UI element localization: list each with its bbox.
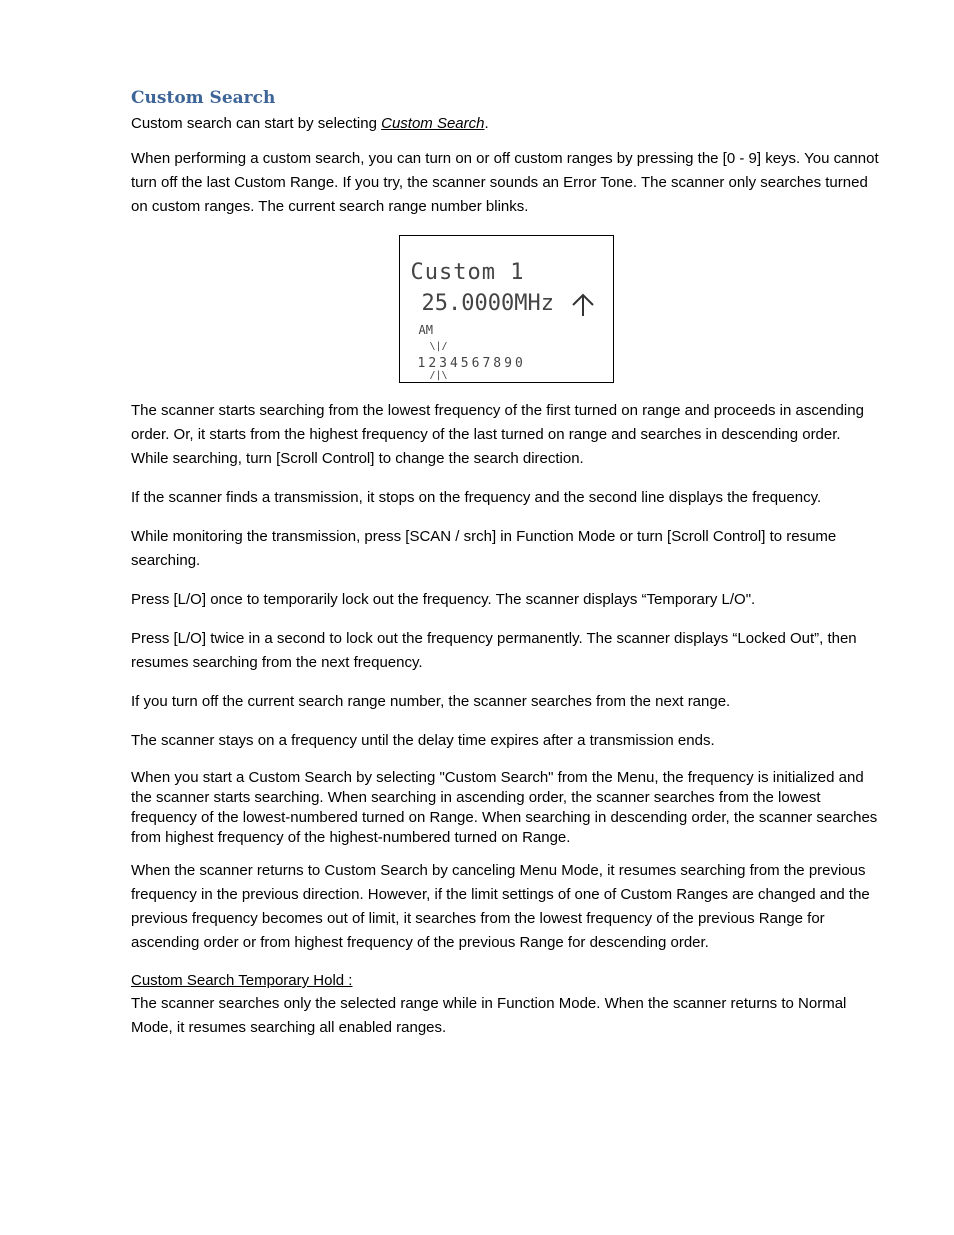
lcd-line-1: Custom 1 bbox=[410, 260, 525, 285]
lcd-range-numbers: 1234567890 bbox=[417, 356, 526, 371]
blink-indicator-top: \|/ bbox=[429, 341, 448, 352]
section-heading: Custom Search bbox=[131, 88, 276, 108]
document-page bbox=[131, 86, 881, 1040]
paragraph-perm-lockout: Press [L/O] twice in a second to lock out the frequency permanently. The scanner displays “Locked Out”, then resumes searching from the next frequency. bbox=[131, 630, 857, 671]
intro-text: Custom search can start by selecting bbox=[131, 115, 382, 132]
paragraph-cancel-menu: When the scanner returns to Custom Search by canceling Menu Mode, it resumes searching from the previous frequency in the previous direction. However, if the limit settings of one of Custom Ranges are changed and the previous frequency becomes out of limit, it searches from the lowest frequency of the previous Range for ascending order or from highest frequency of the previous Range for descending order. bbox=[131, 862, 870, 951]
paragraph-hold: The scanner searches only the selected range while in Function Mode. When the scanner returns to Normal Mode, it resumes searching all enabled ranges. bbox=[131, 995, 847, 1036]
paragraph-transmission: If the scanner finds a transmission, it stops on the frequency and the second line displays the frequency. bbox=[131, 489, 822, 506]
paragraph-ranges: When performing a custom search, you can turn on or off custom ranges by pressing the [0 - 9] keys. You cannot turn off the last Custom Range. If you try, the scanner sounds an Error Tone. The scanner only searches turned on custom ranges. The current search range number blinks. bbox=[131, 150, 879, 215]
lcd-frequency: 25.0000MHz bbox=[421, 291, 554, 316]
paragraph-menu-start: When you start a Custom Search by selecting "Custom Search" from the Menu, the frequency is initialized and the scanner starts searching. When searching in ascending order, the scanner searches from the lowest frequency of the lowest-numbered turned on Range. When searching in descending order, the scanner searches from highest frequency of the highest-numbered turned on Range. bbox=[131, 769, 878, 846]
blink-indicator-bottom: /|\ bbox=[429, 370, 448, 381]
paragraph-search-order: The scanner starts searching from the lowest frequency of the first turned on range and proceeds in ascending order. Or, it starts from the highest frequency of the last turned on range and searches in descending order. While searching, turn [Scroll Control] to change the search direction. bbox=[131, 402, 864, 467]
hold-subheading: Custom Search Temporary Hold : bbox=[131, 972, 353, 989]
arrow-up-icon bbox=[570, 292, 596, 318]
paragraph-turn-off-range: If you turn off the current search range number, the scanner searches from the next range. bbox=[131, 693, 731, 710]
intro-paragraph bbox=[131, 112, 881, 136]
lcd-modulation: AM bbox=[418, 323, 433, 337]
paragraph-temp-lockout: Press [L/O] once to temporarily lock out the frequency. The scanner displays “Temporary L/O". bbox=[131, 591, 756, 608]
custom-search-link: Custom Search bbox=[381, 115, 485, 132]
intro-period: . bbox=[484, 115, 489, 132]
lcd-display bbox=[399, 235, 614, 383]
paragraph-delay: The scanner stays on a frequency until the delay time expires after a transmission ends. bbox=[131, 732, 715, 749]
paragraph-monitoring: While monitoring the transmission, press [SCAN / srch] in Function Mode or turn [Scroll Control] to resume searching. bbox=[131, 528, 837, 569]
